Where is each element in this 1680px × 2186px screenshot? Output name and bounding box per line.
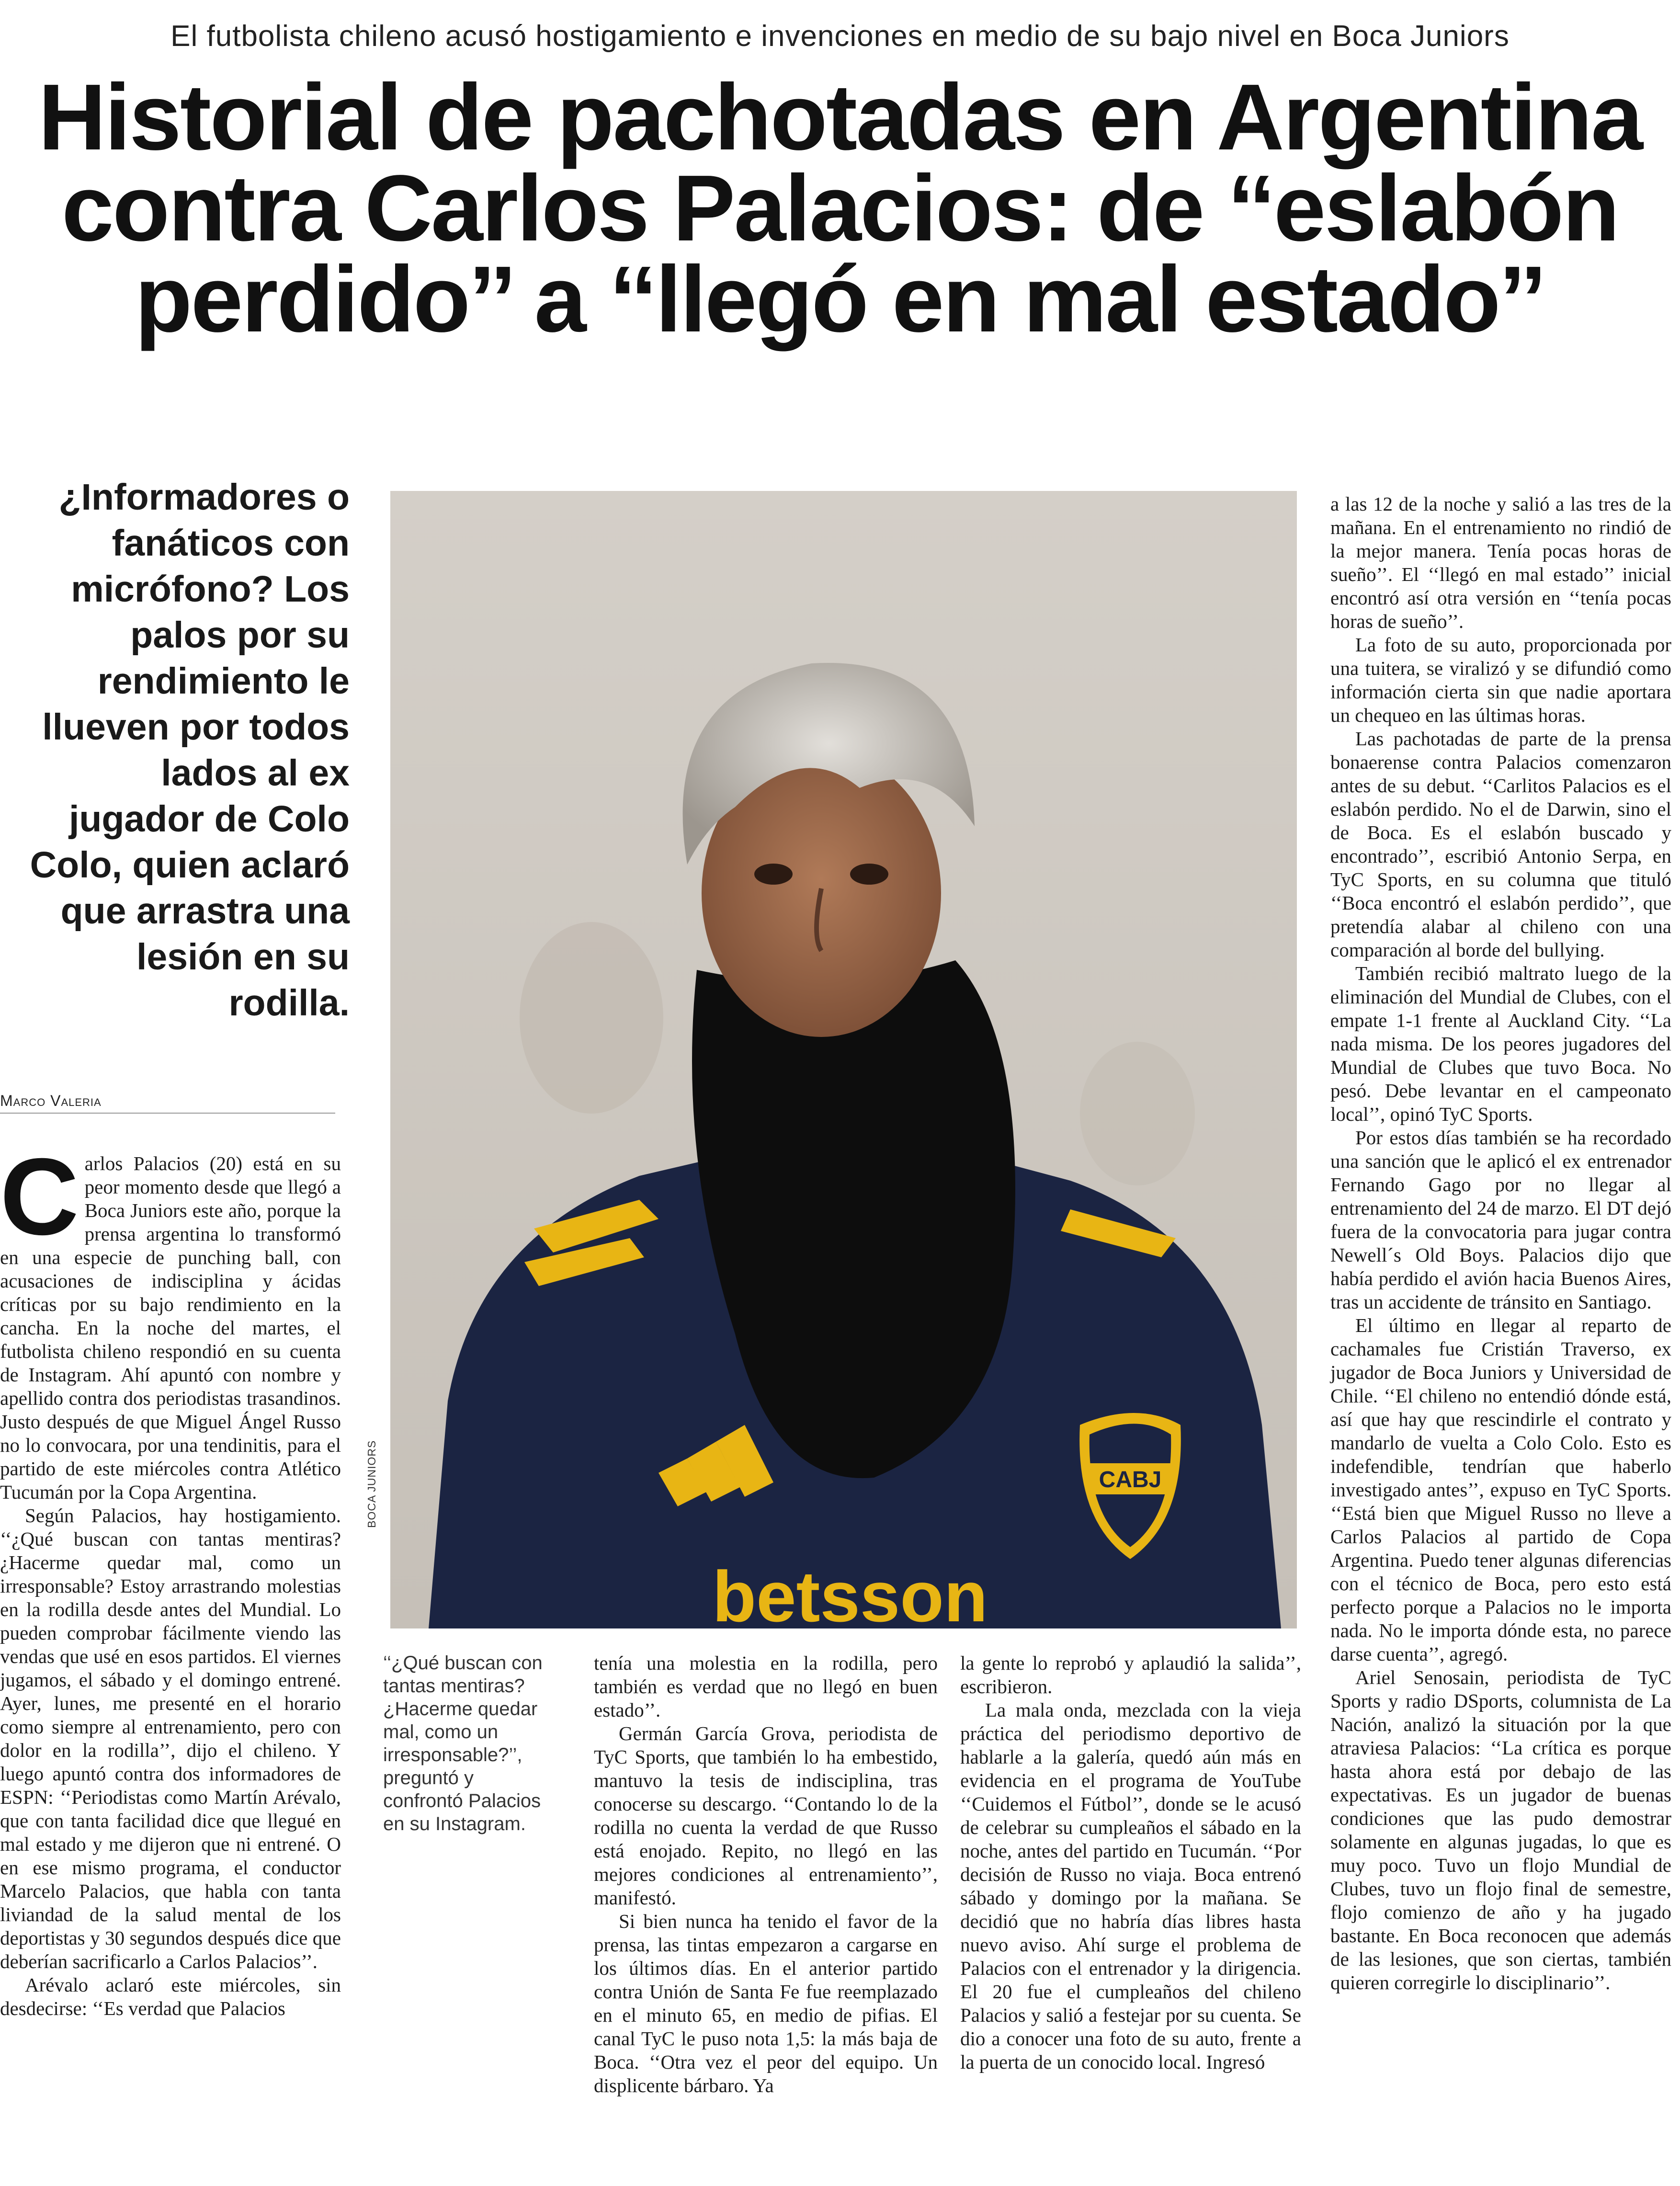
article-column-1	[0, 1136, 341, 2020]
paragraph: Germán García Grova, periodista de TyC Sports, que también lo ha embestido, mantuvo la tesis de indisciplina, tras conocerse su descargo. ‘‘Contando lo de la rodilla no cuenta la verdad de que Russo está enojado. Repito, no llegó en las mejores condiciones al entrenamiento’’, manifestó.	[594, 1722, 938, 1909]
article-column-5	[1330, 492, 1671, 1994]
drop-cap: C	[0, 1136, 79, 1258]
byline	[0, 1092, 335, 1114]
paragraph: Arévalo aclaró este miércoles, sin desdecirse: ‘‘Es verdad que Palacios	[0, 1974, 341, 2019]
pull-quote: ‘‘¿Qué buscan con tantas mentiras? ¿Hacerme quedar mal, como un irresponsable?’’, preguntó y confrontó Palacios en su Instagram.	[383, 1652, 543, 1834]
article-column-4	[960, 1651, 1301, 2074]
photo-credit: BOCA JUNIORS	[365, 1440, 378, 1528]
article-column-3	[594, 1651, 938, 2097]
headline	[19, 65, 1661, 352]
paragraph: la gente lo reprobó y aplaudió la salida’’, escribieron.	[960, 1652, 1301, 1697]
byline-author: Marco Valeria	[0, 1092, 102, 1109]
headline-line-3: perdido’’ a ‘‘llegó en mal estado’’	[135, 247, 1545, 352]
player-photo	[390, 491, 1297, 1628]
paragraph: También recibió maltrato luego de la eliminación del Mundial de Clubes, con el empate 1-1 frente al Auckland City. ‘‘La nada misma. De los peores jugadores del Mundial de Clubes que tuvo Boca. No pesó. Debe levantar en el campeonato local’’, opinó TyC Sports.	[1330, 962, 1671, 1125]
crest-text: CABJ	[1099, 1467, 1162, 1492]
player-photo-illustration	[390, 491, 1297, 1628]
paragraph: Carlos Palacios (20) está en su peor momento desde que llegó a Boca Juniors este año, porque la prensa argentina lo transformó en una especie de punching ball, con acusaciones de indisciplina y ácidas críticas por su bajo rendimiento en la cancha. En la noche del martes, el futbolista chileno respondió en su cuenta de Instagram. Ahí apuntó con nombre y apellido contra dos periodistas trasandinos. Justo después de que Miguel Ángel Russo no lo convocara, por una tendinitis, para el partido de este miércoles contra Atlético Tucumán por la Copa Argentina.	[0, 1136, 341, 1503]
paragraph: Por estos días también se ha recordado una sanción que le aplicó el ex entrenador Fernando Gago por no llegar al entrenamiento del 24 de marzo. El DT dejó fuera de la convocatoria para jugar contra Newell´s Old Boys. Palacios dijo que había perdido el avión hacia Buenos Aires, tras un accidente de tránsito en Santiago.	[1330, 1127, 1671, 1313]
headline-line-1: Historial de pachotadas en Argentina	[38, 65, 1642, 170]
kicker: El futbolista chileno acusó hostigamiento e invenciones en medio de su bajo nivel en Boca Juniors	[170, 20, 1510, 53]
paragraph: Si bien nunca ha tenido el favor de la prensa, las tintas empezaron a cargarse en los últimos días. En el anterior partido contra Unión de Santa Fe fue reemplazado en el minuto 65, en medio de pifias. El canal TyC le puso nota 1,5: la más baja de Boca. ‘‘Otra vez el peor del equipo. Un displicente bárbaro. Ya	[594, 1910, 938, 2096]
headline-line-2: contra Carlos Palacios: de ‘‘eslabón	[61, 156, 1619, 261]
paragraph: a las 12 de la noche y salió a las tres de la mañana. En el entrenamiento no rindió de la mejor manera. Tenía pocas horas de sueño’’. El ‘‘llegó en mal estado’’ inicial encontró así otra versión en ‘‘tenía pocas horas de sueño’’.	[1330, 493, 1671, 632]
paragraph: Ariel Senosain, periodista de TyC Sports y radio DSports, columnista de La Nación, analizó la situación por la que atraviesa Palacios: ‘‘La crítica es porque hasta ahora está por debajo de las expectativas. Es un jugador de buenas condiciones que las pudo demostrar solamente en algunas jugadas, lo que es muy poco. Tuvo un flojo Mundial de Clubes, tuvo un flojo final de semestre, flojo comienzo de año y ha jugado bastante. En Boca reconocen que además de las lesiones, que son ciertas, también quieren corregirle lo disciplinario’’.	[1330, 1666, 1671, 1993]
sponsor-text: betsson	[712, 1556, 988, 1628]
paragraph: El último en llegar al reparto de cachamales fue Cristián Traverso, ex jugador de Boca Juniors y Universidad de Chile. ‘‘El chileno no entendió dónde está, así que hay que rescindirle el contrato y mandarlo de vuelta a Colo Colo. Esto es indefendible, tendrían que haberlo investigado antes’’, expuso en TyC Sports. ‘‘Está bien que Miguel Russo no lleve a Carlos Palacios al partido de Copa Argentina. Puedo tener algunas diferencias con el técnico de Boca, pero esto está perfecto porque a Palacios no le importa nada. No le importa dónde esta, no parece darse cuenta’’, agregó.	[1330, 1314, 1671, 1665]
deck: ¿Informadores o fanáticos con micrófono? Los palos por su rendimiento le llueven por todos lados al ex jugador de Colo Colo, quien aclaró que arrastra una lesión en su rodilla.	[30, 477, 350, 1024]
paragraph: La mala onda, mezclada con la vieja práctica del periodismo deportivo de hablarle a la galería, quedó aún más en evidencia en el programa de YouTube ‘‘Cuidemos el Fútbol’’, donde se le acusó de celebrar su cumpleaños el sábado en la noche, antes del partido en Tucumán. ‘‘Por decisión de Russo no viaja. Boca entrenó sábado y domingo por la mañana. Se decidió que no habría días libres hasta nuevo aviso. Ahí surge el problema de Palacios con el entrenador y la dirigencia. El 20 fue el cumpleaños del chileno Palacios y salió a festejar por su cuenta. Se dio a conocer una foto de su auto, frente a la puerta de un conocido local. Ingresó	[960, 1699, 1301, 2073]
paragraph: La foto de su auto, proporcionada por una tuitera, se viralizó y se difundió como información cierta sin que nadie aportara un chequeo en las últimas horas.	[1330, 634, 1671, 726]
paragraph: Las pachotadas de parte de la prensa bonaerense contra Palacios comenzaron antes de su debut. ‘‘Carlitos Palacios es el eslabón perdido. No el de Darwin, sino el de Boca. Es el eslabón buscado y encontrado’’, escribió Antonio Serpa, en TyC Sports, en su columna que tituló ‘‘Boca encontró el eslabón perdido’’, que pretendía alabar al chileno con una comparación al borde del bullying.	[1330, 728, 1671, 961]
paragraph: Según Palacios, hay hostigamiento. ‘‘¿Qué buscan con tantas mentiras? ¿Hacerme quedar mal, como un irresponsable? Estoy arrastrando molestias en la rodilla desde antes del Mundial. Lo pueden comprobar fácilmente viendo las vendas que usé en esos partidos. El viernes jugamos, el sábado y el domingo entrené. Ayer, lunes, me presenté en el horario como siempre al entrenamiento, pero con dolor en la rodilla’’, dijo el chileno. Y luego apuntó contra dos informadores de ESPN: ‘‘Periodistas como Martín Arévalo, que con tanta facilidad dice que llegué en mal estado y me dijeron que ni entrené. O en ese mismo programa, el conductor Marcelo Palacios, que habla con tanta liviandad de la salud mental de los deportistas y 30 segundos después dice que deberían sacrificarlo a Carlos Palacios’’.	[0, 1504, 341, 1972]
paragraph: tenía una molestia en la rodilla, pero también es verdad que no llegó en buen estado’’.	[594, 1652, 938, 1721]
